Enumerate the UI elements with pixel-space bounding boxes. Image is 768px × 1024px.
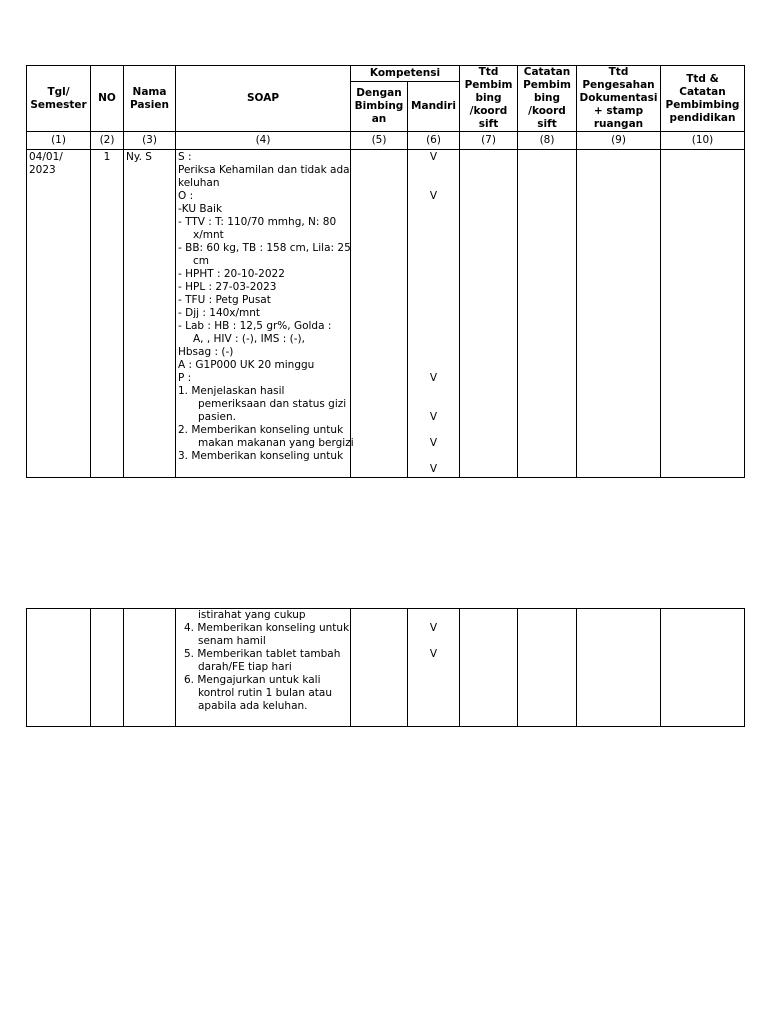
logbook-table-page2 — [26, 608, 744, 727]
table-row — [27, 150, 745, 478]
header-soap: SOAP — [176, 66, 351, 132]
soap-line: senam hamil — [198, 635, 266, 647]
ttd-pembimbing-cell — [460, 609, 518, 727]
soap-line: apabila ada keluhan. — [198, 700, 308, 712]
mandiri-marks — [410, 151, 457, 476]
soap-line: 4. Memberikan konseling untuk — [184, 622, 350, 634]
soap-lines — [178, 609, 348, 713]
entry-patient: Ny. S — [124, 150, 176, 478]
header-kompetensi: Kompetensi — [351, 66, 460, 82]
soap-line: - TFU : Petg Pusat — [178, 294, 271, 306]
header-ttd-pembimbing: Ttd Pembim bing /koord sift — [460, 66, 518, 132]
catatan-pembimbing-cell — [518, 609, 577, 727]
header-ttd-pengesahan: Ttd Pengesahan Dokumentasi + stamp ruangan — [577, 66, 661, 132]
ttd-pengesahan-cell — [577, 609, 661, 727]
soap-line: P : — [178, 372, 192, 384]
soap-line: - Djj : 140x/mnt — [178, 307, 261, 319]
header-ttd-catatan-pembimbing: Ttd & Catatan Pembimbing pendidikan — [661, 66, 745, 132]
soap-line: - TTV : T: 110/70 mmhg, N: 80 — [178, 216, 337, 228]
check-mark: V — [429, 648, 438, 660]
logbook-table-continuation — [26, 608, 745, 727]
soap-line: S : — [178, 151, 192, 163]
column-number-row — [27, 132, 745, 150]
column-number: (8) — [518, 132, 577, 150]
soap-line: -KU Baik — [178, 203, 223, 215]
entry-date-cell — [27, 609, 91, 727]
soap-line: x/mnt — [193, 229, 224, 241]
check-mark: V — [429, 622, 438, 634]
check-mark: V — [429, 437, 438, 449]
check-mark: V — [429, 372, 438, 384]
dengan-bimbingan-cell — [351, 150, 408, 478]
soap-line: O : — [178, 190, 194, 202]
catatan-pembimbing-cell — [518, 150, 577, 478]
soap-line: Hbsag : (-) — [178, 346, 234, 358]
table-row — [27, 609, 745, 727]
column-number: (5) — [351, 132, 408, 150]
header-catatan-pembimbing: Catatan Pembim bing /koord sift — [518, 66, 577, 132]
soap-lines — [178, 151, 354, 463]
soap-line: 6. Mengajurkan untuk kali — [184, 674, 321, 686]
soap-line: 3. Memberikan konseling untuk — [178, 450, 344, 462]
soap-line: cm — [193, 255, 210, 267]
ttd-catatan-cell — [661, 609, 745, 727]
column-number: (2) — [91, 132, 124, 150]
soap-line: pemeriksaan dan status gizi — [198, 398, 347, 410]
ttd-catatan-cell — [661, 150, 745, 478]
dengan-bimbingan-cell — [351, 609, 408, 727]
soap-line: 2. Memberikan konseling untuk — [178, 424, 344, 436]
ttd-pembimbing-cell — [460, 150, 518, 478]
header-dengan-bimbingan: Dengan Bimbing an — [351, 82, 408, 132]
check-mark: V — [429, 463, 438, 475]
column-number: (6) — [408, 132, 460, 150]
header-no: NO — [91, 66, 124, 132]
column-number: (10) — [661, 132, 745, 150]
soap-line: - HPHT : 20-10-2022 — [178, 268, 285, 280]
soap-line: A : G1P000 UK 20 minggu — [178, 359, 315, 371]
entry-no: 1 — [91, 150, 124, 478]
soap-notes — [176, 150, 354, 478]
entry-patient-cell — [124, 609, 176, 727]
header-mandiri: Mandiri — [408, 82, 460, 132]
mandiri-marks — [410, 609, 457, 713]
logbook-table-page1 — [26, 65, 744, 478]
header-nama-pasien: Nama Pasien — [124, 66, 176, 132]
soap-line: - BB: 60 kg, TB : 158 cm, Lila: 25 — [178, 242, 351, 254]
soap-line: - Lab : HB : 12,5 gr%, Golda : — [178, 320, 332, 332]
soap-line: kontrol rutin 1 bulan atau — [198, 687, 332, 699]
check-mark: V — [429, 411, 438, 423]
column-number: (7) — [460, 132, 518, 150]
soap-line: A, , HIV : (-), IMS : (-), — [193, 333, 305, 345]
check-mark: V — [429, 190, 438, 202]
header-tgl-semester: Tgl/ Semester — [27, 66, 91, 132]
soap-line: - HPL : 27-03-2023 — [178, 281, 277, 293]
column-number: (9) — [577, 132, 661, 150]
column-number: (1) — [27, 132, 91, 150]
soap-line: pasien. — [198, 411, 236, 423]
soap-line: 1. Menjelaskan hasil — [178, 385, 285, 397]
mandiri-cell — [408, 609, 460, 727]
soap-line: Periksa Kehamilan dan tidak ada — [178, 164, 350, 176]
soap-line: istirahat yang cukup — [198, 609, 306, 621]
column-number: (3) — [124, 132, 176, 150]
soap-line: 5. Memberikan tablet tambah — [184, 648, 341, 660]
entry-date: 04/01/ 2023 — [27, 150, 91, 478]
logbook-table — [26, 65, 745, 478]
mandiri-cell — [408, 150, 460, 478]
check-mark: V — [429, 151, 438, 163]
soap-line: keluhan — [178, 177, 220, 189]
soap-notes — [176, 609, 351, 727]
soap-line: makan makanan yang bergizi — [198, 437, 354, 449]
entry-no-cell — [91, 609, 124, 727]
ttd-pengesahan-cell — [577, 150, 661, 478]
soap-line: darah/FE tiap hari — [198, 661, 292, 673]
column-number: (4) — [176, 132, 351, 150]
